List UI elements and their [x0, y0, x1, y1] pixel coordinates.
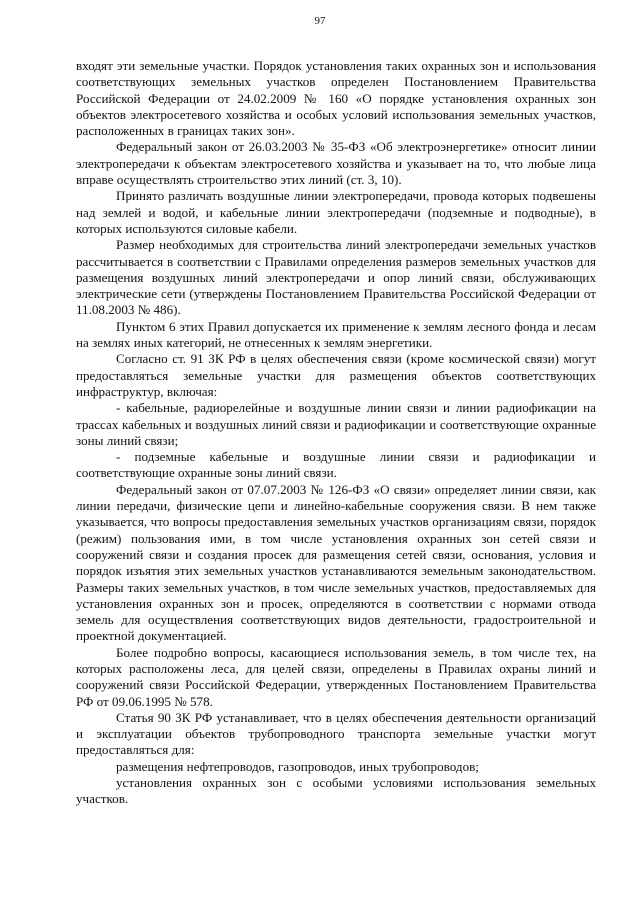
page-number: 97	[314, 15, 326, 27]
list-item: - подземные кабельные и воздушные линии связи и радиофикации и соответствующие охранные зоны линий связи.	[76, 449, 596, 481]
list-item: размещения нефтепроводов, газопроводов, иных трубопроводов;	[116, 758, 479, 774]
paragraph: Согласно ст. 91 ЗК РФ в целях обеспечения связи (кроме космической связи) могут предоставляться земельные участки для размещения объектов соответствующих инфраструктур, включая:	[76, 351, 596, 399]
list-item: - кабельные, радиорелейные и воздушные линии связи и линии радиофикации на трассах кабельных и воздушных линий связи и радиофикации и соответствующие охранные зоны линий связи;	[76, 400, 596, 448]
paragraph: Статья 90 ЗК РФ устанавливает, что в целях обеспечения деятельности организаций и эксплуатации объектов трубопроводного транспорта земельные участки могут предоставляться для:	[76, 709, 596, 758]
list-item: установления охранных зон с особыми условиями использования земельных участков.	[76, 775, 596, 807]
paragraph: Принято различать воздушные линии электропередачи, провода которых подвешены над землей и водой, и кабельные линии электропередачи (подземные и подводные), в которых используются силовые кабели.	[76, 188, 596, 236]
paragraph: Более подробно вопросы, касающиеся использования земель, в том числе тех, на которых расположены леса, для целей связи, определены в Правилах охраны линий и сооружений связи Российской Федерации, утвержденных Постановлением Правительства РФ от 09.06.1995 № 578.	[76, 644, 596, 709]
body-text	[76, 58, 596, 808]
paragraph: Размер необходимых для строительства линий электропередачи земельных участков рассчитывается в соответствии с Правилами определения размеров земельных участков для размещения воздушных линий электропередачи и опор линий связи, обслуживающих электрические сети (утверждены Постановлением Правительства Российской Федерации от 11.08.2003 № 486).	[76, 237, 596, 318]
paragraph: Федеральный закон от 26.03.2003 № 35-ФЗ «Об электроэнергетике» относит линии электропередачи к объектам электросетевого хозяйства и указывает на то, что любые лица вправе осуществлять строительство этих линий (ст. 3, 10).	[76, 139, 596, 188]
paragraph: Федеральный закон от 07.07.2003 № 126-ФЗ «О связи» определяет линии связи, как линии передачи, физические цепи и линейно-кабельные сооружения связи. В нем также указывается, что вопросы предоставления земельных участков организациям связи, порядок (режим) пользования ими, в том числе установления охранных зон сетей связи и сооружений связи и создания просек для размещения сетей связи, основания, условия и порядок изъятия этих земельных участков устанавливаются земельным законодательством. Размеры таких земельных участков, в том числе земельных участков, предоставляемых для установления охранных зон и просек, определяются в соответствии с нормами отвода земель для осуществления соответствующих видов деятельности, градостроительной и проектной документацией.	[76, 481, 596, 644]
paragraph: Пунктом 6 этих Правил допускается их применение к землям лесного фонда и лесам на землях иных категорий, не отнесенных к землям энергетики.	[76, 318, 596, 351]
paragraph: входят эти земельные участки. Порядок установления таких охранных зон и использования соответствующих земельных участков определен Постановлением Правительства Российской Федерации от 24.02.2009 № 160 «О порядке установления охранных зон объектов электросетевого хозяйства и особых условий использования земельных участков, расположенных в границах таких зон».	[76, 58, 596, 139]
